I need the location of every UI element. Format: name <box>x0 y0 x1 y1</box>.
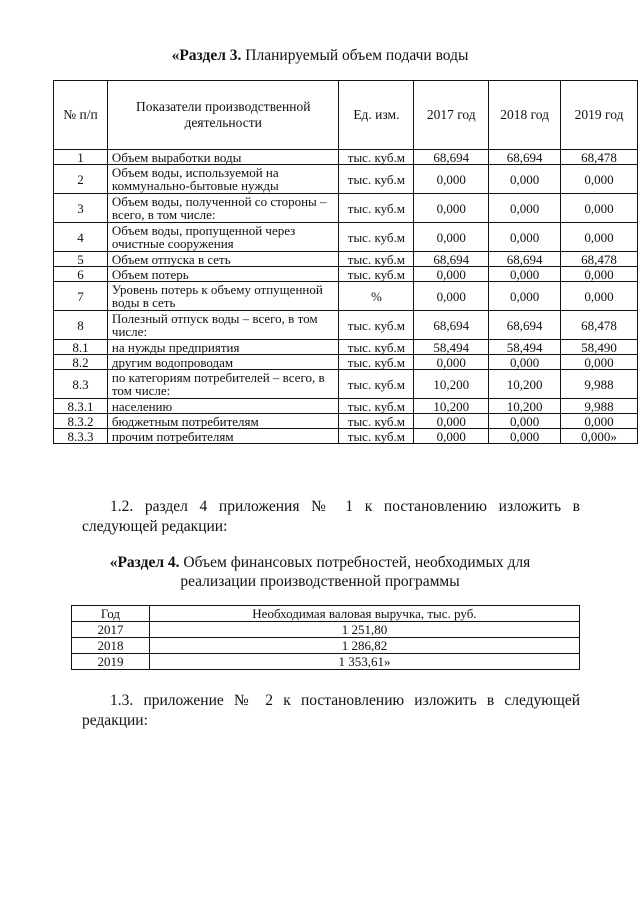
value-2017: 0,000 <box>414 355 489 370</box>
value-2018: 10,200 <box>489 370 561 399</box>
value-2019: 0,000 <box>561 267 638 282</box>
value-2019: 68,478 <box>561 150 638 165</box>
value-2018: 58,494 <box>489 340 561 355</box>
value-2019: 0,000 <box>561 282 638 311</box>
row-indicator: Объем потерь <box>107 267 339 282</box>
row-revenue: 1 286,82 <box>149 638 579 654</box>
table-row <box>54 399 638 414</box>
row-unit: тыс. куб.м <box>339 340 414 355</box>
value-2018: 68,694 <box>489 150 561 165</box>
table-row <box>54 150 638 165</box>
row-indicator: прочим потребителям <box>107 429 339 444</box>
value-2019: 68,478 <box>561 311 638 340</box>
water-supply-table <box>53 80 638 444</box>
row-unit: тыс. куб.м <box>339 150 414 165</box>
section-4-title: Объем финансовых потребностей, необходимых для <box>179 554 531 571</box>
table-body <box>72 622 580 670</box>
value-2019: 0,000 <box>561 194 638 223</box>
row-unit: тыс. куб.м <box>339 252 414 267</box>
row-number: 8.3.1 <box>54 399 108 414</box>
table-header-row <box>54 81 638 150</box>
section-4-label: «Раздел 4. <box>109 554 180 571</box>
value-2018: 0,000 <box>489 194 561 223</box>
row-number: 8.2 <box>54 355 108 370</box>
value-2019: 0,000 <box>561 355 638 370</box>
value-2018: 10,200 <box>489 399 561 414</box>
value-2018: 0,000 <box>489 429 561 444</box>
row-year: 2018 <box>72 638 150 654</box>
header-unit: Ед. изм. <box>339 81 414 150</box>
row-indicator: Объем воды, используемой на коммунально-бытовые нужды <box>107 165 339 194</box>
value-2017: 58,494 <box>414 340 489 355</box>
value-2017: 0,000 <box>414 223 489 252</box>
row-number: 8 <box>54 311 108 340</box>
value-2019: 0,000 <box>561 414 638 429</box>
table-row <box>54 267 638 282</box>
section-3-label: «Раздел 3. <box>171 47 242 64</box>
table-row <box>54 355 638 370</box>
row-indicator: Объем выработки воды <box>107 150 339 165</box>
table-row <box>72 622 580 638</box>
header-2017: 2017 год <box>414 81 489 150</box>
row-indicator: Уровень потерь к объему отпущенной воды в сеть <box>107 282 339 311</box>
row-unit: тыс. куб.м <box>339 311 414 340</box>
row-year: 2017 <box>72 622 150 638</box>
header-year: Год <box>72 606 150 622</box>
value-2017: 0,000 <box>414 267 489 282</box>
row-number: 1 <box>54 150 108 165</box>
section-4-heading <box>0 553 640 591</box>
table-body <box>54 150 638 444</box>
paragraph-1-3: 1.3. приложение № 2 к постановлению изложить в следующей редакции: <box>82 692 580 729</box>
table-row <box>72 638 580 654</box>
value-2018: 0,000 <box>489 355 561 370</box>
row-unit: тыс. куб.м <box>339 370 414 399</box>
value-2017: 68,694 <box>414 252 489 267</box>
value-2019: 9,988 <box>561 370 638 399</box>
row-indicator: Полезный отпуск воды – всего, в том числе: <box>107 311 339 340</box>
header-2019: 2019 год <box>561 81 638 150</box>
table-row <box>54 194 638 223</box>
table-row <box>54 252 638 267</box>
row-number: 8.3.3 <box>54 429 108 444</box>
row-number: 8.3 <box>54 370 108 399</box>
value-2017: 10,200 <box>414 370 489 399</box>
row-unit: % <box>339 282 414 311</box>
row-number: 6 <box>54 267 108 282</box>
table-row <box>54 223 638 252</box>
value-2017: 0,000 <box>414 414 489 429</box>
value-2018: 0,000 <box>489 223 561 252</box>
row-indicator: Объем воды, пропущенной через очистные сооружения <box>107 223 339 252</box>
value-2019: 9,988 <box>561 399 638 414</box>
row-unit: тыс. куб.м <box>339 194 414 223</box>
value-2018: 0,000 <box>489 282 561 311</box>
row-revenue: 1 251,80 <box>149 622 579 638</box>
section-3-heading <box>0 46 640 65</box>
row-indicator: другим водопроводам <box>107 355 339 370</box>
row-indicator: на нужды предприятия <box>107 340 339 355</box>
value-2018: 68,694 <box>489 252 561 267</box>
value-2018: 0,000 <box>489 414 561 429</box>
value-2019: 0,000 <box>561 223 638 252</box>
revenue-table <box>71 605 580 670</box>
row-unit: тыс. куб.м <box>339 223 414 252</box>
value-2017: 0,000 <box>414 165 489 194</box>
table-row <box>72 654 580 670</box>
value-2019: 0,000» <box>561 429 638 444</box>
table-row <box>54 282 638 311</box>
table-row <box>54 165 638 194</box>
value-2017: 68,694 <box>414 311 489 340</box>
row-number: 8.1 <box>54 340 108 355</box>
row-indicator: Объем воды, полученной со стороны – всего, в том числе: <box>107 194 339 223</box>
value-2017: 0,000 <box>414 282 489 311</box>
row-revenue: 1 353,61» <box>149 654 579 670</box>
header-revenue: Необходимая валовая выручка, тыс. руб. <box>149 606 579 622</box>
row-number: 7 <box>54 282 108 311</box>
row-unit: тыс. куб.м <box>339 414 414 429</box>
value-2017: 68,694 <box>414 150 489 165</box>
header-indicator: Показатели производственной деятельности <box>107 81 339 150</box>
value-2018: 0,000 <box>489 165 561 194</box>
table-row <box>54 340 638 355</box>
value-2017: 0,000 <box>414 194 489 223</box>
row-number: 5 <box>54 252 108 267</box>
paragraph-1-2: 1.2. раздел 4 приложения № 1 к постановлению изложить в следующей редакции: <box>82 498 580 535</box>
row-year: 2019 <box>72 654 150 670</box>
header-2018: 2018 год <box>489 81 561 150</box>
row-number: 2 <box>54 165 108 194</box>
row-indicator: Объем отпуска в сеть <box>107 252 339 267</box>
row-unit: тыс. куб.м <box>339 355 414 370</box>
row-indicator: по категориям потребителей – всего, в том числе: <box>107 370 339 399</box>
value-2018: 0,000 <box>489 267 561 282</box>
row-number: 4 <box>54 223 108 252</box>
row-indicator: бюджетным потребителям <box>107 414 339 429</box>
section-4-title-line2: реализации производственной программы <box>180 573 460 590</box>
value-2019: 68,478 <box>561 252 638 267</box>
row-number: 8.3.2 <box>54 414 108 429</box>
row-unit: тыс. куб.м <box>339 399 414 414</box>
value-2019: 58,490 <box>561 340 638 355</box>
value-2017: 0,000 <box>414 429 489 444</box>
value-2017: 10,200 <box>414 399 489 414</box>
section-3-title: Планируемый объем подачи воды <box>241 47 469 64</box>
row-indicator: населению <box>107 399 339 414</box>
header-num: № п/п <box>54 81 108 150</box>
table-row <box>54 414 638 429</box>
table-header-row <box>72 606 580 622</box>
row-unit: тыс. куб.м <box>339 165 414 194</box>
value-2018: 68,694 <box>489 311 561 340</box>
value-2019: 0,000 <box>561 165 638 194</box>
table-row <box>54 370 638 399</box>
table-row <box>54 429 638 444</box>
row-unit: тыс. куб.м <box>339 267 414 282</box>
row-number: 3 <box>54 194 108 223</box>
row-unit: тыс. куб.м <box>339 429 414 444</box>
table-row <box>54 311 638 340</box>
